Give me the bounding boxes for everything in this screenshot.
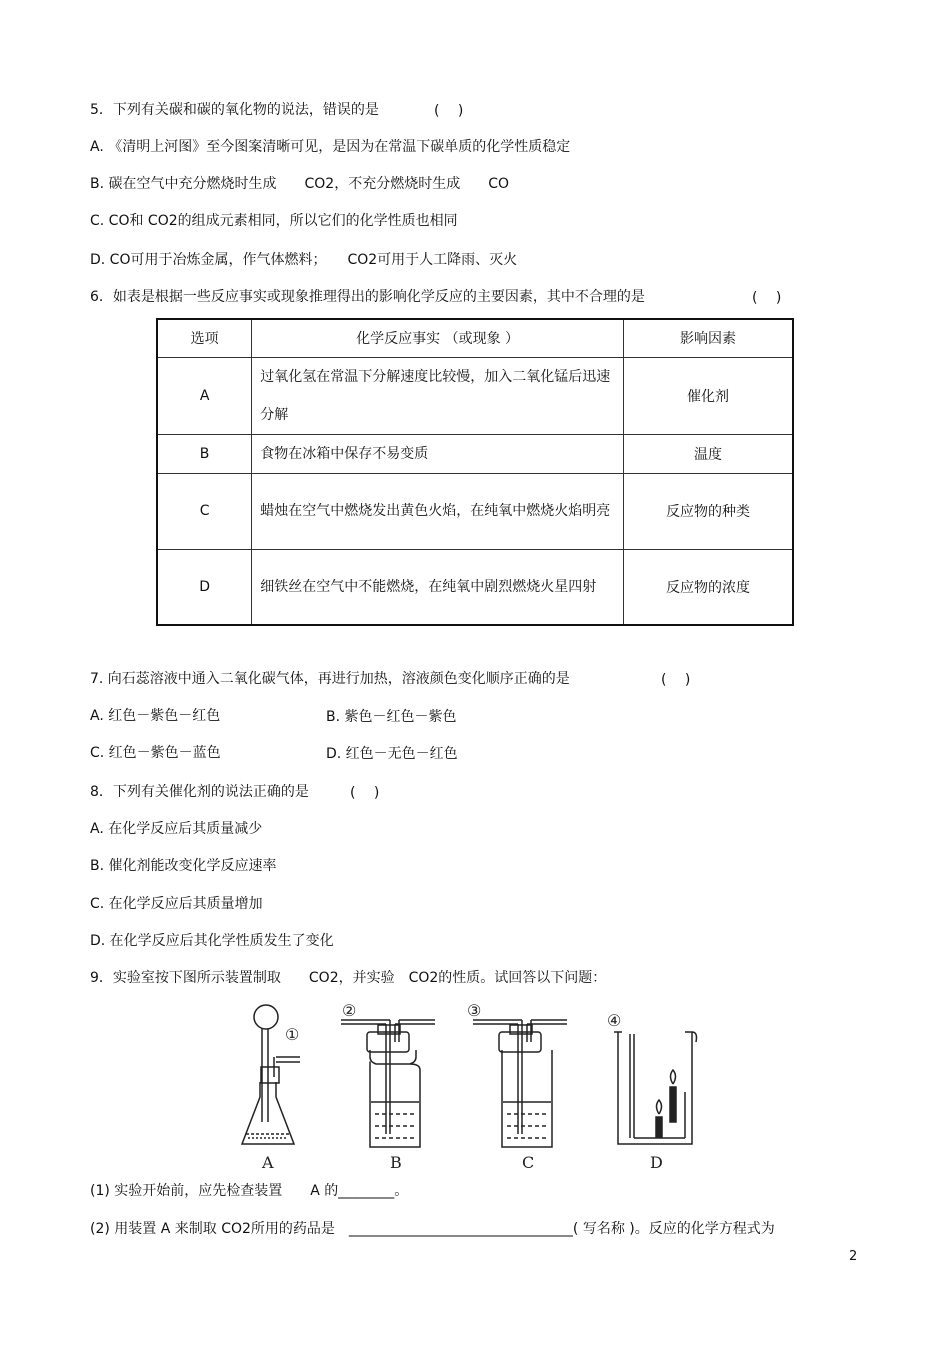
apparatus-d: [614, 1032, 697, 1144]
apparatus-c: [473, 1020, 567, 1147]
q5-option-d: D. CO可用于冶炼金属，作气体燃料； CO2可用于人工降雨、灭火: [90, 252, 518, 268]
table-row: [157, 549, 793, 625]
q9-sub1: (1) 实验开始前，应先检查装置 A 的________。: [90, 1183, 409, 1199]
q5-stem: 5．下列有关碳和碳的氧化物的说法，错误的是: [90, 102, 379, 118]
q6-answer-paren: ( ): [752, 290, 782, 306]
table-header-row: [157, 319, 793, 357]
table-cell-factor: 反应物的浓度: [624, 549, 793, 625]
apparatus-label-d: D: [650, 1153, 663, 1172]
table-header-factor: 影响因素: [624, 319, 793, 357]
apparatus-label-c: C: [522, 1153, 535, 1172]
q5-option-c: C. CO和 CO2的组成元素相同，所以它们的化学性质也相同: [90, 213, 458, 229]
table-row: [157, 434, 793, 473]
table-cell-factor: 反应物的种类: [624, 473, 793, 549]
table-cell-option: B: [157, 434, 252, 473]
q6-table: [156, 318, 794, 626]
q7-option-c: C. 红色－紫色－蓝色: [90, 745, 221, 761]
q5-option-a: A. 《清明上河图》至今图案清晰可见，是因为在常温下碳单质的化学性质稳定: [90, 139, 571, 155]
apparatus-drawing: [230, 1002, 710, 1177]
table-header-fact: 化学反应事实 （或现象 ）: [252, 319, 624, 357]
apparatus-label-b: B: [390, 1153, 402, 1172]
q7-option-b: B. 紫色－红色－紫色: [326, 709, 457, 725]
q8-option-c: C. 在化学反应后其质量增加: [90, 896, 263, 912]
apparatus-label-a: A: [262, 1153, 274, 1172]
table-cell-fact: 过氧化氢在常温下分解速度比较慢，加入二氧化锰后迅速分解: [252, 357, 624, 434]
page-number: 2: [849, 1249, 858, 1264]
table-header-option: 选项: [157, 319, 252, 357]
q9-apparatus-figure: [230, 1002, 710, 1177]
table-cell-fact: 细铁丝在空气中不能燃烧，在纯氧中剧烈燃烧火星四射: [252, 549, 624, 625]
apparatus-number-2: ②: [342, 1002, 357, 1020]
table-cell-option: A: [157, 357, 252, 434]
q7-option-d: D. 红色－无色－红色: [326, 746, 458, 762]
table-cell-fact: 蜡烛在空气中燃烧发出黄色火焰，在纯氧中燃烧火焰明亮: [252, 473, 624, 549]
apparatus-number-1: ①: [285, 1025, 300, 1044]
q7-stem: 7. 向石蕊溶液中通入二氧化碳气体，再进行加热，溶液颜色变化顺序正确的是: [90, 671, 570, 687]
q5-option-b: B. 碳在空气中充分燃烧时生成 CO2，不充分燃烧时生成 CO: [90, 176, 510, 192]
table-cell-option: C: [157, 473, 252, 549]
table-cell-factor: 催化剂: [624, 357, 793, 434]
table-cell-option: D: [157, 549, 252, 625]
q8-answer-paren: ( ): [350, 785, 380, 801]
apparatus-number-3: ③: [467, 1002, 482, 1020]
apparatus-number-4: ④: [607, 1011, 622, 1030]
q7-option-a: A. 红色－紫色－红色: [90, 708, 221, 724]
q8-stem: 8．下列有关催化剂的说法正确的是: [90, 784, 309, 800]
table-row: [157, 473, 793, 549]
q9-sub2: (2) 用装置 A 来制取 CO2所用的药品是 ________________________________( 写名称 )。反应的化学方程式为: [90, 1221, 775, 1237]
q8-option-d: D. 在化学反应后其化学性质发生了变化: [90, 933, 334, 949]
table-cell-factor: 温度: [624, 434, 793, 473]
table-row: [157, 357, 793, 434]
q8-option-a: A. 在化学反应后其质量减少: [90, 821, 263, 837]
table-cell-fact: 食物在冰箱中保存不易变质: [252, 434, 624, 473]
q6-stem: 6．如表是根据一些反应事实或现象推理得出的影响化学反应的主要因素，其中不合理的是: [90, 289, 645, 305]
q7-answer-paren: ( ): [661, 672, 691, 688]
apparatus-b: [341, 1020, 435, 1147]
q9-stem: 9．实验室按下图所示装置制取 CO2，并实验 CO2的性质。试回答以下问题：: [90, 970, 607, 986]
q5-answer-paren: ( ): [434, 103, 464, 119]
q8-option-b: B. 催化剂能改变化学反应速率: [90, 858, 277, 874]
